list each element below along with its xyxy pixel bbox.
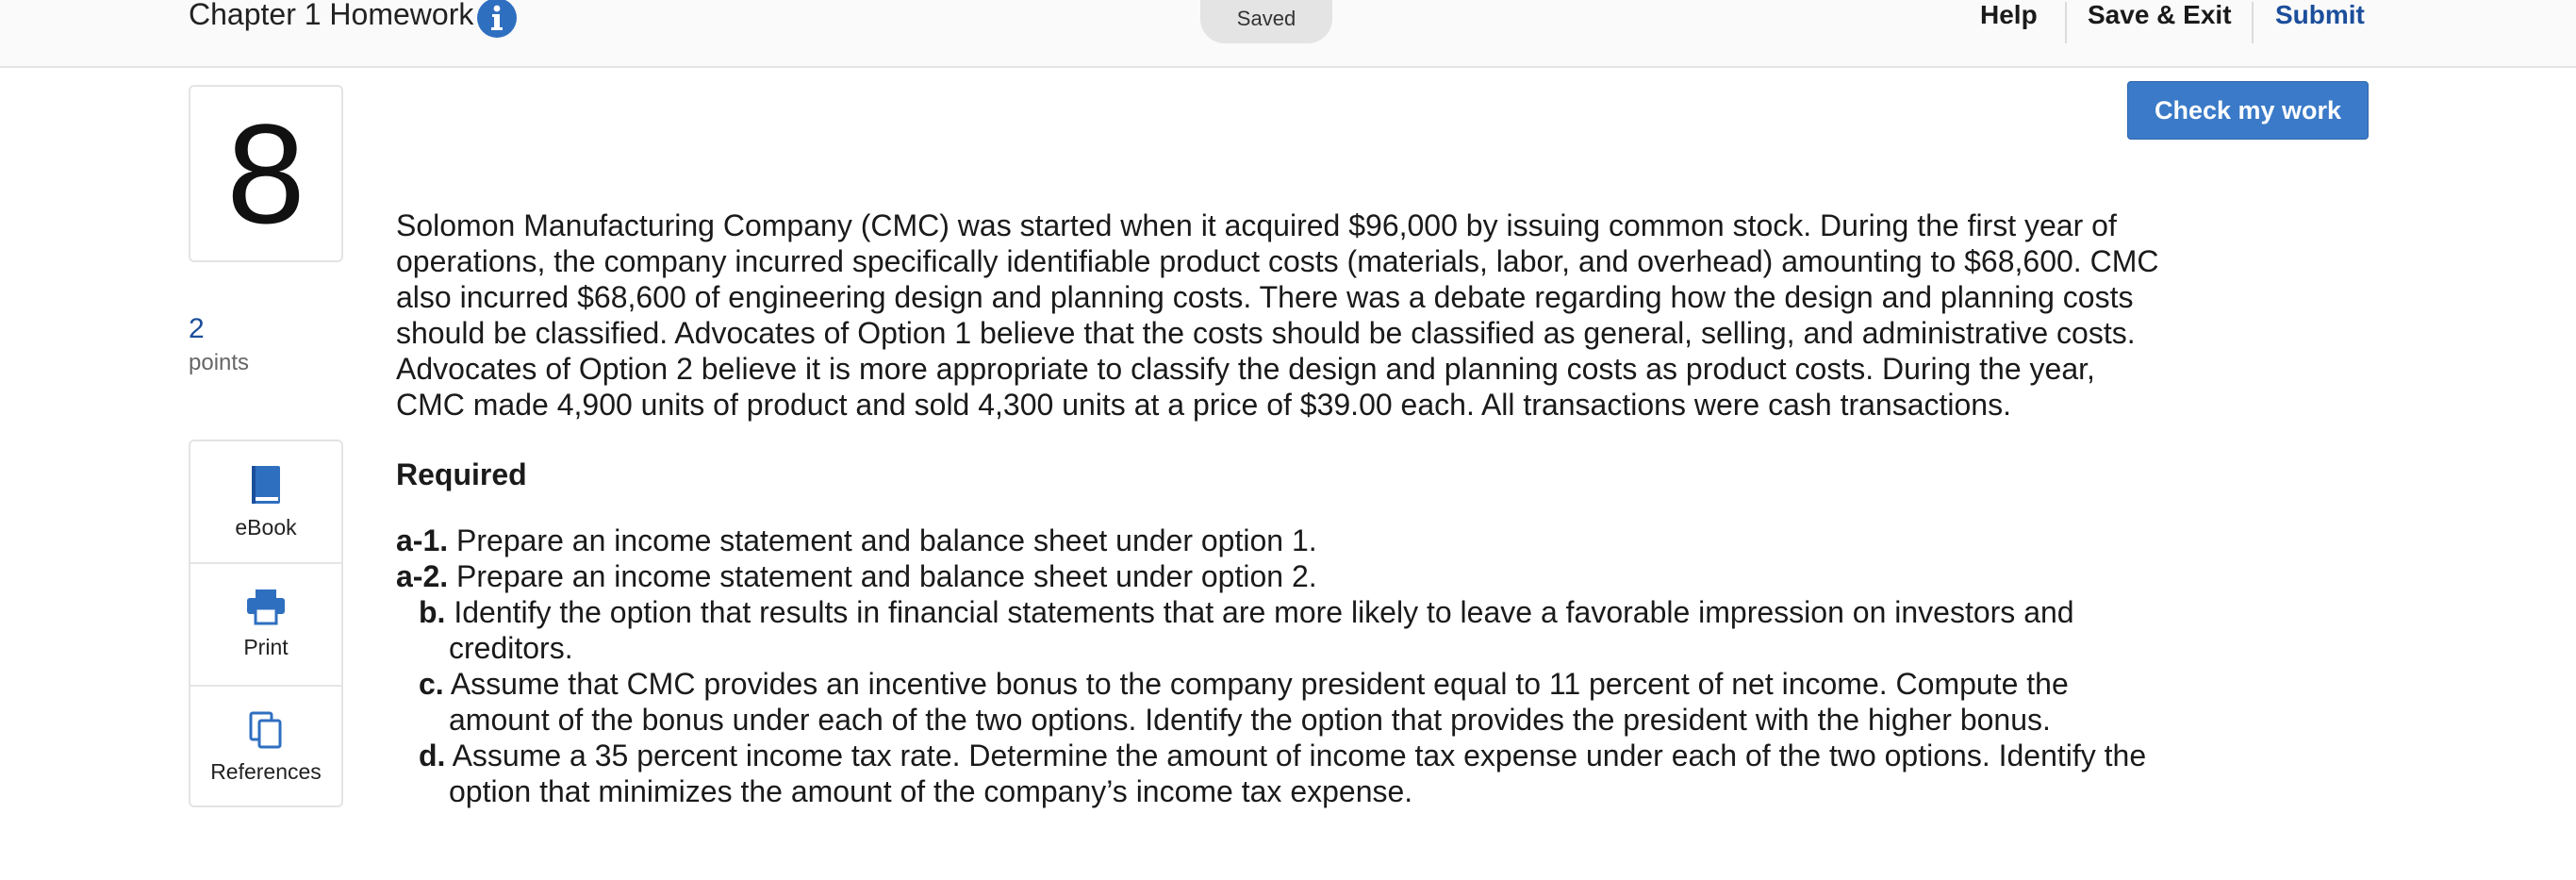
requirement-text: Identify the option that results in financial statements that are more likely to leave a favorable impression on investors and creditors. <box>449 595 2074 665</box>
header-divider <box>2252 2 2254 43</box>
requirement-label: d. <box>419 739 446 772</box>
points-label: points <box>189 350 250 375</box>
question-number: 8 <box>189 85 343 262</box>
requirement-text: Assume that CMC provides an incentive bonus to the company president equal to 11 percent of net income. Compute the amount of the bonus under each of the two options. Identify the option that provides the president with the higher bonus. <box>449 667 2069 737</box>
info-icon[interactable] <box>477 0 517 38</box>
ebook-button[interactable] <box>190 441 341 562</box>
assignment-title: Chapter 1 Homework <box>189 0 474 31</box>
references-button[interactable] <box>190 685 341 807</box>
requirement-text: Prepare an income statement and balance sheet under option 1. <box>456 523 1317 557</box>
references-label: References <box>210 758 322 784</box>
printer-icon <box>245 588 287 625</box>
requirement-item <box>396 594 2169 666</box>
requirement-label: a-2. <box>396 559 449 593</box>
points-value: 2 <box>189 313 205 344</box>
requirements-list <box>396 523 2169 809</box>
requirement-label: b. <box>419 595 446 629</box>
header-divider <box>2065 2 2067 43</box>
print-button[interactable] <box>190 562 341 683</box>
saved-status: Saved <box>1200 0 1332 43</box>
print-label: Print <box>243 634 289 659</box>
requirement-label: a-1. <box>396 523 449 557</box>
tools-panel <box>189 440 343 807</box>
submit-link[interactable]: Submit <box>2275 0 2365 29</box>
save-exit-link[interactable]: Save & Exit <box>2088 0 2232 29</box>
requirement-item <box>396 738 2169 809</box>
copy-icon <box>248 710 284 750</box>
requirement-item <box>396 523 2169 558</box>
help-link[interactable]: Help <box>1980 0 2038 29</box>
ebook-label: eBook <box>235 514 297 540</box>
requirement-text: Assume a 35 percent income tax rate. Determine the amount of income tax expense under each of the two options. Identify the option that minimizes the amount of the company’s income tax expense. <box>449 739 2147 808</box>
question-content <box>396 208 2169 809</box>
requirement-label: c. <box>419 667 444 701</box>
required-heading: Required <box>396 457 527 491</box>
book-icon <box>248 464 284 506</box>
check-my-work-button[interactable]: Check my work <box>2127 81 2369 140</box>
problem-text: Solomon Manufacturing Company (CMC) was started when it acquired $96,000 by issuing common stock. During the first year of operations, the company incurred specifically identifiable product costs (materials, labor, and overhead) amounting to $68,600. CMC also incurred $68,600 of engineering design and planning costs. There was a debate regarding how the design and planning costs should be classified. Advocates of Option 1 believe that the costs should be classified as general, selling, and administrative costs. Advocates of Option 2 believe it is more appropriate to classify the design and planning costs as product costs. During the year, CMC made 4,900 units of product and sold 4,300 units at a price of $39.00 each. All transactions were cash transactions. <box>396 208 2159 422</box>
requirement-item <box>396 558 2169 594</box>
top-header <box>0 0 2576 68</box>
requirement-item <box>396 666 2169 738</box>
requirement-text: Prepare an income statement and balance sheet under option 2. <box>456 559 1317 593</box>
